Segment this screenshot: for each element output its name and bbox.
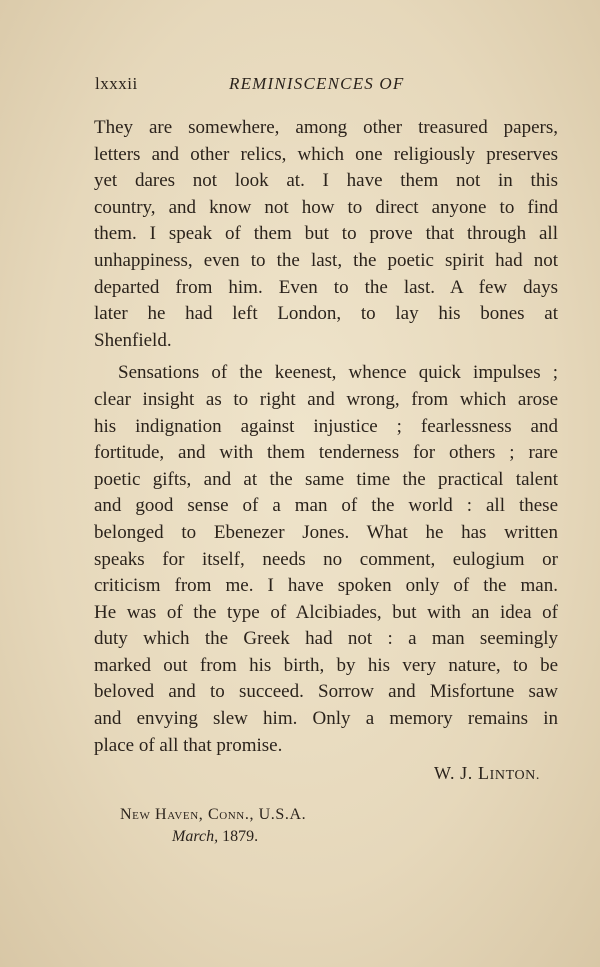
text-line: speaks for itself, needs no comment, eulogium or [94,548,558,570]
date-line [172,828,258,846]
text-line: Shenfield. [94,329,172,351]
paragraph-1 [94,115,558,354]
text-line: later he had left London, to lay his bones at [94,303,558,325]
signature-initials: W. J. L [434,763,490,783]
paragraph-2 [94,360,558,759]
text-line: duty which the Greek had not : a man seemingly [94,628,558,650]
text-line: country, and know not how to direct anyone to find [94,196,558,218]
text-line: poetic gifts, and at the same time the practical talent [94,468,558,490]
date-year: 1879. [222,828,259,845]
signature [434,763,540,784]
text-line: his indignation against injustice ; fearlessness and [94,415,558,437]
text-line: beloved and to succeed. Sorrow and Misfortune saw [94,681,558,703]
text-line: place of all that promise. [94,734,283,756]
text-line: belonged to Ebenezer Jones. What he has written [94,521,558,543]
text-line: and envying slew him. Only a memory remains in [94,708,558,730]
running-head [95,74,515,98]
text-line: letters and other relics, which one religiously preserves [94,143,558,165]
text-line: He was of the type of Alcibiades, but with an idea of [94,601,558,623]
text-line: yet dares not look at. I have them not in this [94,170,558,192]
text-line: marked out from his birth, by his very nature, to be [94,654,558,676]
text-line: departed from him. Even to the last. A few days [94,276,558,298]
text-line: Sensations of the keenest, whence quick impulses ; [118,362,558,384]
signature-surname-rest: INTON. [489,768,540,783]
text-line: fortitude, and with them tenderness for others ; rare [94,442,558,464]
page-number: lxxxii [95,74,138,93]
place-line: New Haven, Conn., U.S.A. [120,806,307,823]
text-line: clear insight as to right and wrong, from which arose [94,388,558,410]
text-line: them. I speak of them but to prove that through all [94,223,558,245]
date-month: March, [172,828,219,845]
text-line: unhappiness, even to the last, the poetic spirit had not [94,249,558,271]
text-line: They are somewhere, among other treasured papers, [94,117,558,138]
running-title: REMINISCENCES OF [229,74,405,93]
body-text [94,115,558,759]
text-line: criticism from me. I have spoken only of the man. [94,575,558,597]
text-line: and good sense of a man of the world : all these [94,495,558,517]
